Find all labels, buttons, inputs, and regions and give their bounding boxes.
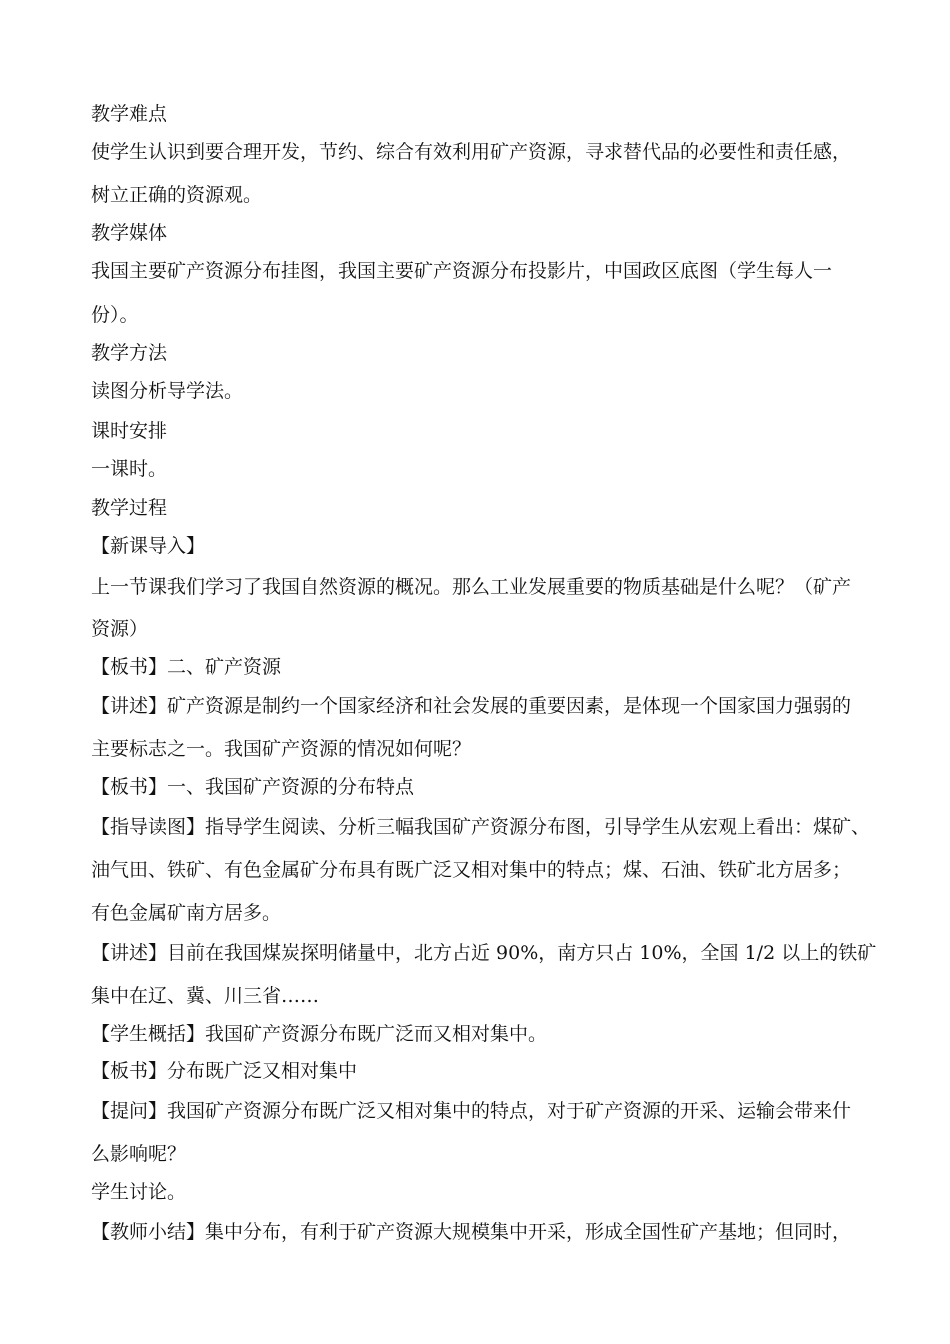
paragraph-line: 【板书】一、我国矿产资源的分布特点 (91, 776, 415, 798)
paragraph-line: 【板书】分布既广泛又相对集中 (91, 1060, 358, 1082)
paragraph-line: 【讲述】目前在我国煤炭探明储量中，北方占近 90%，南方只占 10%，全国 1/2 以上的铁矿 (91, 942, 877, 964)
heading-schedule: 课时安排 (91, 420, 168, 442)
paragraph-line: 一课时。 (91, 458, 168, 480)
paragraph-line: 【讲述】矿产资源是制约一个国家经济和社会发展的重要因素，是体现一个国家国力强弱的 (91, 695, 852, 717)
paragraph-line: 上一节课我们学习了我国自然资源的概况。那么工业发展重要的物质基础是什么呢？（矿产 (91, 576, 852, 598)
paragraph-line: 学生讨论。 (91, 1181, 187, 1203)
paragraph-line: 【提问】我国矿产资源分布既广泛又相对集中的特点，对于矿产资源的开采、运输会带来什 (91, 1100, 852, 1122)
paragraph-line: 有色金属矿南方居多。 (91, 902, 282, 924)
paragraph-line: 【学生概括】我国矿产资源分布既广泛而又相对集中。 (91, 1023, 548, 1045)
paragraph-line: 【板书】二、矿产资源 (91, 656, 282, 678)
paragraph-line: 我国主要矿产资源分布挂图，我国主要矿产资源分布投影片，中国政区底图（学生每人一 (91, 260, 833, 282)
heading-teaching-media: 教学媒体 (91, 222, 168, 244)
paragraph-line: 【教师小结】集中分布，有利于矿产资源大规模集中开采，形成全国性矿产基地；但同时， (91, 1221, 852, 1243)
heading-teaching-process: 教学过程 (91, 497, 168, 519)
paragraph-line: 份）。 (91, 304, 139, 326)
heading-teaching-difficulty: 教学难点 (91, 103, 168, 125)
paragraph-line: 使学生认识到要合理开发，节约、综合有效利用矿产资源，寻求替代品的必要性和责任感， (91, 141, 852, 163)
paragraph-line: 资源） (91, 618, 149, 640)
section-label: 【新课导入】 (91, 535, 206, 557)
paragraph-line: 主要标志之一。我国矿产资源的情况如何呢？ (91, 738, 472, 760)
paragraph-line: 油气田、铁矿、有色金属矿分布具有既广泛又相对集中的特点；煤、石油、铁矿北方居多； (91, 859, 852, 881)
paragraph-line: 读图分析导学法。 (91, 380, 244, 402)
paragraph-line: 【指导读图】指导学生阅读、分析三幅我国矿产资源分布图，引导学生从宏观上看出：煤矿、 (91, 816, 871, 838)
paragraph-line: 树立正确的资源观。 (91, 184, 263, 206)
paragraph-line: 么影响呢？ (91, 1143, 187, 1165)
heading-teaching-method: 教学方法 (91, 342, 168, 364)
paragraph-line: 集中在辽、冀、川三省…… (91, 985, 320, 1007)
